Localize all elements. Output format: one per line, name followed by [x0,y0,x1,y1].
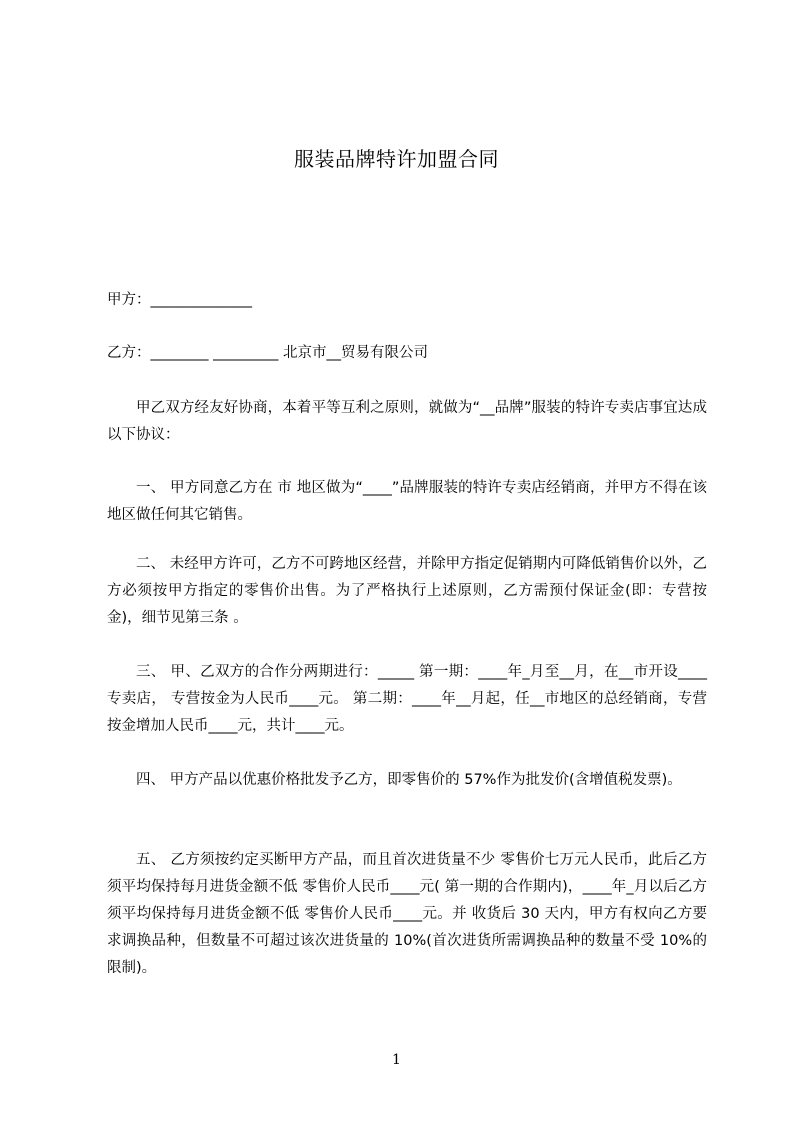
party-a-blank: ______________ [150,292,252,308]
page-number: 1 [392,1052,401,1068]
clause-3-paragraph: 三、 甲、乙双方的合作分两期进行：_____ 第一期：____年_月至__月，在__市开设____专卖店， 专营按金为人民币____元。 第二期：____年__月起，任__市地区的总经销商，专营按金增加人民币____元，共计____元。 [107,664,707,734]
party-b-blank-2: _________ [213,345,279,361]
party-b-line [107,340,707,367]
preamble-paragraph: 甲乙双方经友好协商，本着平等互利之原则，就做为“__品牌”服装的特许专卖店事宜达成以下协议： [107,400,707,443]
document-title: 服装品牌特许加盟合同 [294,147,499,171]
party-a-label: 甲方： [107,292,151,308]
party-b-label: 乙方： [107,345,151,361]
clause-5-paragraph: 五、 乙方须按约定买断甲方产品，而且首次进货量不少 零售价七万元人民币，此后乙方须平均保持每月进货金额不低 零售价人民币____元( 第一期的合作期内)，____年_月以后乙方须平均保持每月进货金额不低 零售价人民币____元。并 收货后 30 天内，甲方有权向乙方要求调换品种，但数量不可超过该次进货量的 10%(首次进货所需调换品种的数量不受 10%的限制)。 [107,852,707,976]
party-a-line [107,287,707,314]
clause-1-paragraph: 一、 甲方同意乙方在 市 地区做为“____”品牌服装的特许专卖店经销商，并甲方不得在该地区做任何其它销售。 [107,480,707,523]
party-b-name: 北京市__贸易有限公司 [282,345,428,361]
clause-4-paragraph: 四、 甲方产品以优惠价格批发予乙方，即零售价的 57%作为批发价(含增值税发票)。 [136,772,682,788]
clause-2-paragraph: 二、 未经甲方许可，乙方不可跨地区经营，并除甲方指定促销期内可降低销售价以外，乙方必须按甲方指定的零售价出售。为了严格执行上述原则，乙方需预付保证金(即：专营按金)，细节见第三条 。 [107,556,707,626]
party-b-blank-1: ________ [150,345,209,361]
